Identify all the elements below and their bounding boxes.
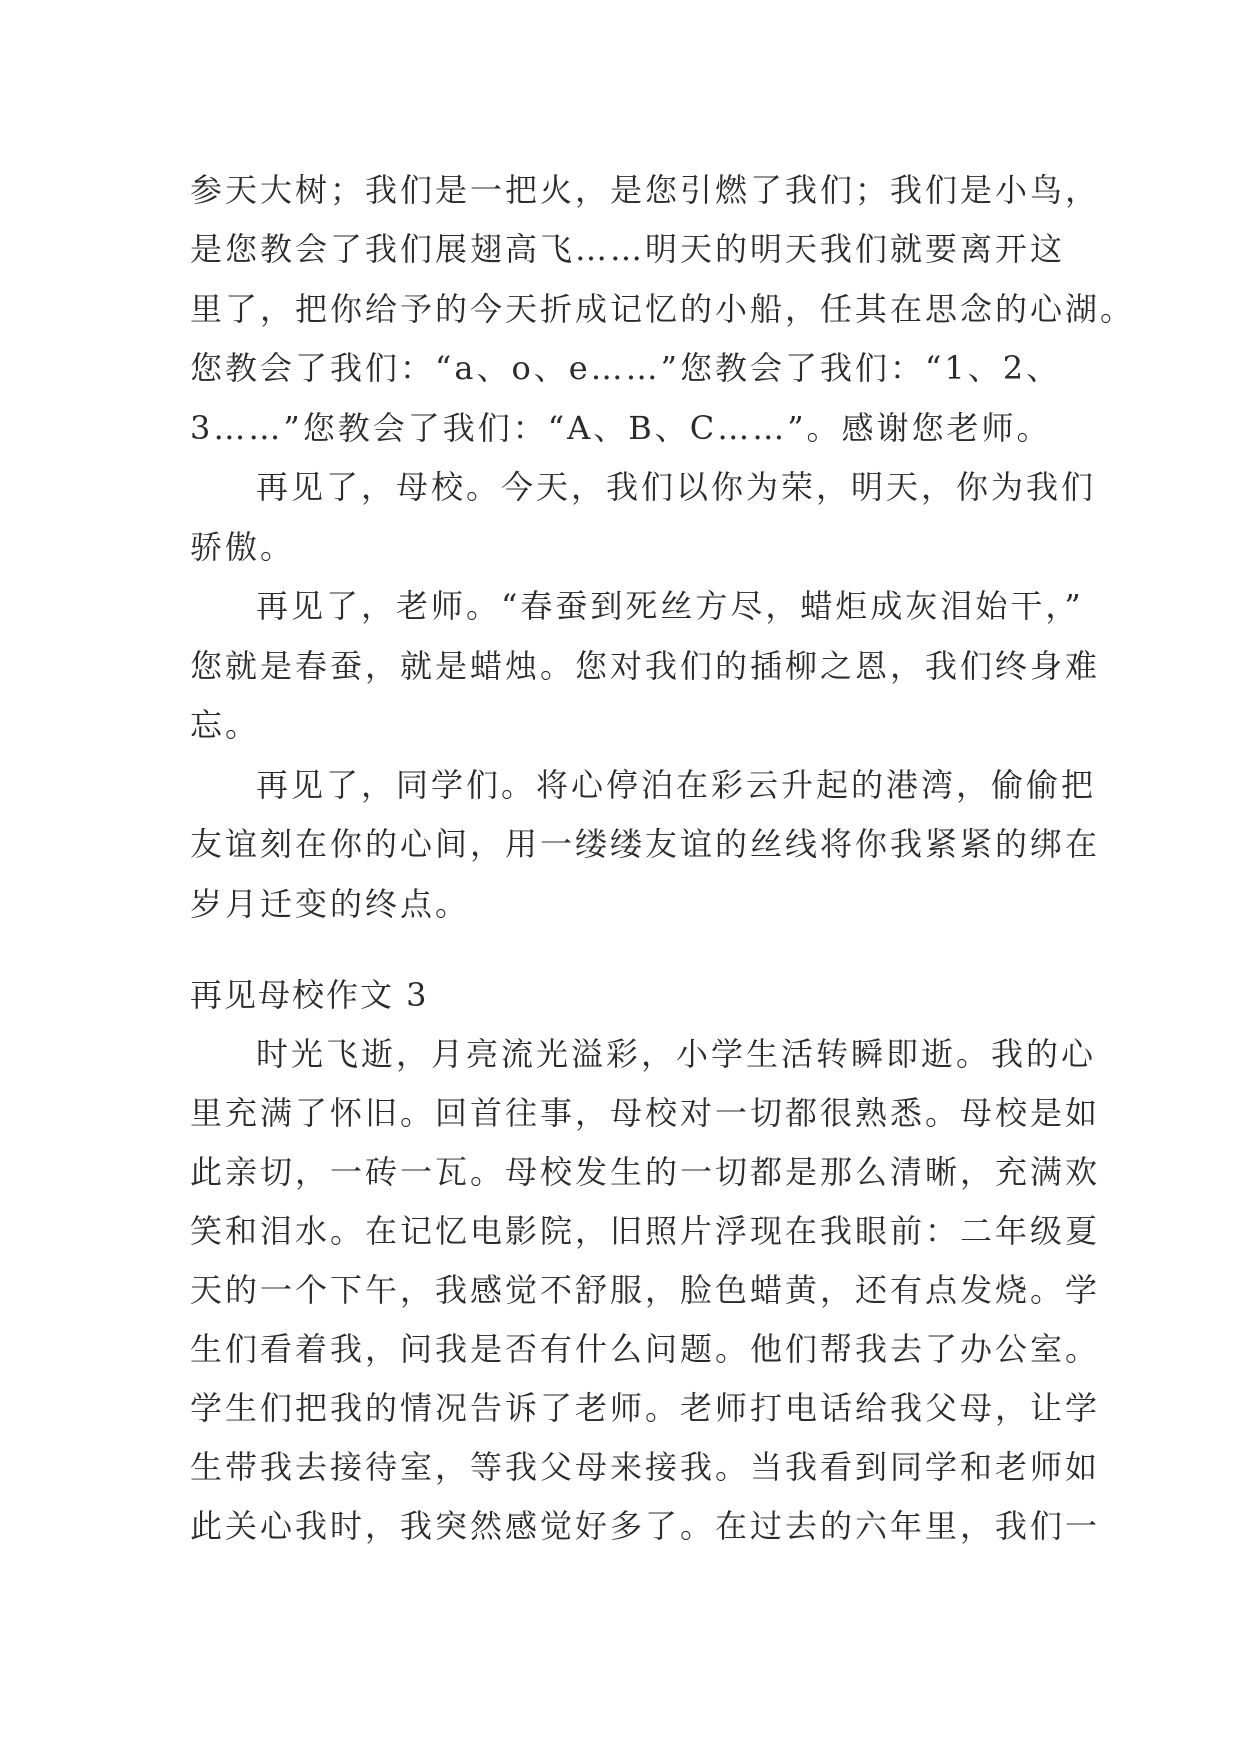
paragraph-line: 您就是春蚕，就是蜡烛。您对我们的插柳之恩，我们终身难 [190,647,1101,685]
paragraph-line: 再见了，老师。“春蚕到死丝方尽，蜡炬成灰泪始干，” [256,587,1084,625]
paragraph-line: 生带我去接待室，等我父母来接我。当我看到同学和老师如 [190,1448,1101,1486]
paragraph-line: 3……”您教会了我们：“A、B、C……”。感谢您老师。 [190,409,1052,447]
paragraph-line: 里了，把你给予的今天折成记忆的小船，任其在思念的心湖。 [190,290,1136,328]
paragraph-line: 此亲切，一砖一瓦。母校发生的一切都是那么清晰，充满欢 [190,1153,1101,1191]
paragraph-line: 是您教会了我们展翅高飞……明天的明天我们就要离开这 [190,230,1066,268]
paragraph-line: 您教会了我们：“a、o、e……”您教会了我们：“1、2、 [190,349,1062,387]
paragraph-line: 再见了，同学们。将心停泊在彩云升起的港湾，偷偷把 [256,766,1097,804]
paragraph-line: 里充满了怀旧。回首往事，母校对一切都很熟悉。母校是如 [190,1094,1101,1132]
paragraph-line: 笑和泪水。在记忆电影院，旧照片浮现在我眼前：二年级夏 [190,1212,1101,1250]
section-heading: 再见母校作文 3 [190,976,429,1014]
paragraph-line: 天的一个下午，我感觉不舒服，脸色蜡黄，还有点发烧。学 [190,1271,1101,1309]
paragraph-line: 此关心我时，我突然感觉好多了。在过去的六年里，我们一 [190,1507,1101,1545]
paragraph-line: 生们看着我，问我是否有什么问题。他们帮我去了办公室。 [190,1330,1101,1368]
paragraph-line: 再见了，母校。今天，我们以你为荣，明天，你为我们 [256,468,1097,506]
paragraph-line: 学生们把我的情况告诉了老师。老师打电话给我父母，让学 [190,1389,1101,1427]
paragraph-line: 友谊刻在你的心间，用一缕缕友谊的丝线将你我紧紧的绑在 [190,825,1101,863]
paragraph-line: 岁月迁变的终点。 [190,885,471,923]
paragraph-line: 骄傲。 [190,528,296,566]
paragraph-line: 忘。 [190,706,261,744]
paragraph-line: 时光飞逝，月亮流光溢彩，小学生活转瞬即逝。我的心 [256,1035,1097,1073]
paragraph-line: 参天大树；我们是一把火，是您引燃了我们；我们是小鸟， [190,171,1101,209]
